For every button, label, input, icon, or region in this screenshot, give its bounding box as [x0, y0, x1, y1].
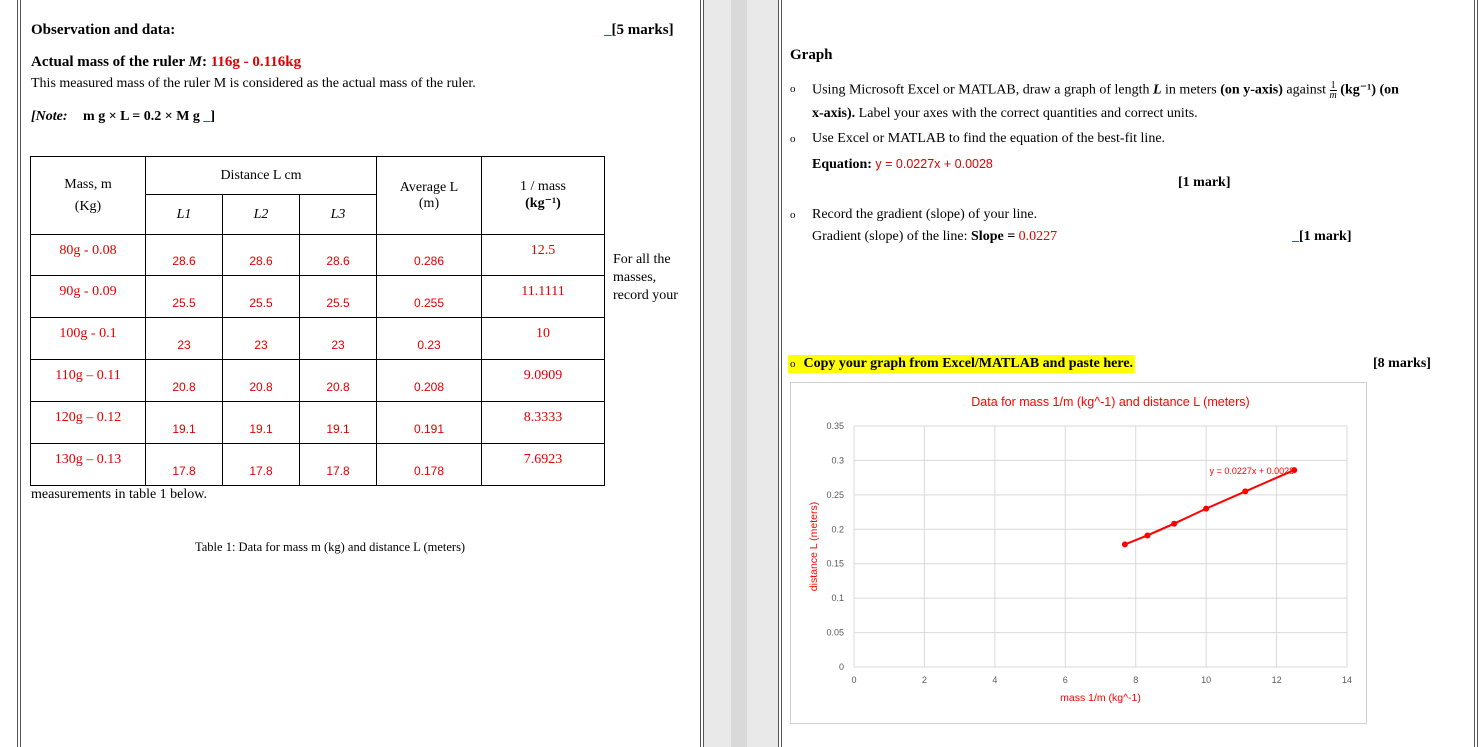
header-inverse-unit: (kg⁻¹): [525, 196, 561, 211]
cell-l3: 17.8: [300, 444, 377, 486]
instruction-1-g: x-axis).: [812, 106, 856, 121]
marks-top: _[5 marks]: [604, 22, 674, 38]
cell-l1: 25.5: [146, 276, 223, 318]
chart-title: Data for mass 1/m (kg^-1) and distance L (meters): [971, 395, 1250, 409]
marks-1a: [1 mark]: [1178, 175, 1231, 190]
y-tick-label: 0.05: [826, 627, 844, 638]
page-border-left-inner: [20, 0, 21, 747]
after-table-text: measurements in table 1 below.: [31, 487, 207, 502]
instruction-1-h: Label your axes with the correct quantities and correct units.: [858, 106, 1198, 121]
cell-l2: 28.6: [223, 235, 300, 276]
data-table: [30, 156, 605, 486]
cell-l2: 23: [223, 318, 300, 360]
cell-avg: 0.191: [377, 402, 482, 444]
actual-mass-line: Actual mass of the ruler M: 116g - 0.116kg: [31, 54, 302, 70]
instruction-1-e: against: [1286, 82, 1327, 98]
bullet-1: o: [790, 83, 796, 95]
cell-mass: 90g - 0.09: [31, 276, 146, 318]
side-note: [613, 251, 678, 305]
cell-inv: 8.3333: [482, 402, 605, 444]
trendline-label: y = 0.0227x + 0.0028: [1209, 466, 1295, 477]
instruction-1-d: (on y-axis): [1220, 82, 1283, 98]
x-tick-label: 6: [1062, 675, 1068, 685]
note-suffix: ]: [210, 109, 216, 124]
cell-mass: 130g – 0.13: [31, 444, 146, 486]
page-border-mid-left: [700, 0, 701, 747]
marks-8: [8 marks]: [1373, 356, 1431, 371]
header-mass-label: Mass, m: [64, 176, 112, 192]
header-inverse-label: 1 / mass: [520, 179, 566, 194]
page-border-mid-right-inner: [781, 0, 782, 747]
table-row: [31, 318, 605, 360]
x-tick-label: 2: [921, 675, 927, 685]
x-tick-label: 0: [851, 675, 857, 685]
side-note-line-1: For all the: [613, 252, 671, 267]
cell-avg: 0.178: [377, 444, 482, 486]
cell-avg: 0.255: [377, 276, 482, 318]
marks-1b-label: [1 mark]: [1299, 229, 1352, 244]
marks-top-label: [5 marks]: [611, 22, 674, 38]
actual-mass-symbol: M: [188, 54, 202, 70]
x-tick-label: 10: [1201, 675, 1212, 685]
x-tick-label: 12: [1271, 675, 1282, 685]
fraction-denominator: m: [1329, 90, 1337, 101]
cell-mass: 110g – 0.11: [31, 360, 146, 402]
cell-l2: 20.8: [223, 360, 300, 402]
bullet-3: o: [790, 209, 796, 221]
header-l2: L2: [223, 195, 300, 235]
instruction-4-text: Copy your graph from Excel/MATLAB and paste here.: [803, 356, 1134, 371]
y-tick-label: 0.25: [826, 489, 844, 500]
fraction-one-over-m: [1330, 81, 1337, 100]
cell-l1: 17.8: [146, 444, 223, 486]
cell-l2: 25.5: [223, 276, 300, 318]
cell-inv: 7.6923: [482, 444, 605, 486]
cell-l1: 19.1: [146, 402, 223, 444]
table-row: [31, 276, 605, 318]
x-tick-label: 8: [1133, 675, 1139, 685]
side-note-line-3: record your: [613, 288, 678, 303]
cell-inv: 9.0909: [482, 360, 605, 402]
section-title: Observation and data:: [31, 22, 176, 38]
side-note-line-2: masses,: [613, 270, 657, 285]
table-row: [31, 444, 605, 486]
chart-container: [790, 382, 1367, 724]
equation-line: [812, 157, 993, 173]
header-l1: L1: [146, 195, 223, 235]
header-mass-unit: (Kg): [74, 198, 102, 214]
cell-l3: 19.1: [300, 402, 377, 444]
trendline: [1125, 470, 1294, 545]
slope-label: Slope =: [971, 229, 1016, 244]
cell-l3: 28.6: [300, 235, 377, 276]
cell-l2: 17.8: [223, 444, 300, 486]
header-mass: [31, 157, 146, 235]
y-tick-label: 0.2: [831, 524, 844, 535]
marks-1b: _[1 mark]: [1292, 229, 1352, 244]
y-tick-label: 0.35: [826, 421, 844, 431]
gradient-line: [812, 229, 1057, 245]
data-point: [1171, 521, 1177, 527]
instruction-4: [788, 355, 1135, 373]
graph-title: Graph: [790, 47, 833, 63]
cell-avg: 0.23: [377, 318, 482, 360]
table-row: [31, 402, 605, 444]
header-distance: Distance L cm: [146, 157, 377, 195]
actual-mass-value: 116g - 0.116kg: [210, 54, 302, 70]
note-prefix: [Note:: [31, 109, 68, 124]
header-inverse-mass: [482, 157, 605, 235]
cell-l1: 28.6: [146, 235, 223, 276]
y-axis-label: distance L (meters): [808, 501, 820, 592]
cell-inv: 12.5: [482, 235, 605, 276]
data-point: [1203, 506, 1209, 512]
equation-value: y = 0.0227x + 0.0028: [875, 157, 993, 171]
fraction-numerator: 1: [1330, 80, 1336, 91]
data-point: [1144, 532, 1150, 538]
y-tick-label: 0.1: [831, 593, 844, 604]
y-tick-label: 0.3: [831, 455, 844, 466]
x-tick-label: 4: [992, 675, 998, 685]
cell-inv: 10: [482, 318, 605, 360]
page-border-mid-right: [778, 0, 779, 747]
cell-l3: 23: [300, 318, 377, 360]
cell-l1: 20.8: [146, 360, 223, 402]
cell-l2: 19.1: [223, 402, 300, 444]
table-caption: Table 1: Data for mass m (kg) and distance L (meters): [195, 540, 466, 554]
instruction-1-l: L: [1152, 82, 1162, 98]
cell-mass: 120g – 0.12: [31, 402, 146, 444]
header-l3: L3: [300, 195, 377, 235]
page-border-left: [17, 0, 18, 747]
x-tick-label: 14: [1341, 675, 1353, 685]
y-tick-label: 0.15: [826, 558, 844, 569]
table-row: [31, 360, 605, 402]
page-border-right: [1474, 0, 1475, 747]
instruction-1-a: Using Microsoft Excel or MATLAB, draw a graph of length: [812, 82, 1150, 98]
slope-value: 0.0227: [1018, 229, 1058, 244]
cell-mass: 80g - 0.08: [31, 235, 146, 276]
equation-label: Equation:: [812, 157, 872, 172]
header-average-label: Average L: [399, 179, 459, 195]
bullet-4: o: [790, 358, 796, 370]
gradient-prefix: Gradient (slope) of the line:: [812, 229, 968, 244]
instruction-1-f: (kg⁻¹) (on: [1340, 82, 1399, 98]
chart-svg: [791, 383, 1366, 723]
cell-inv: 11.1111: [482, 276, 605, 318]
cell-l3: 25.5: [300, 276, 377, 318]
header-average-unit: (m): [418, 195, 440, 211]
page-border-right-inner: [1477, 0, 1478, 747]
data-point: [1242, 488, 1248, 494]
cell-avg: 0.286: [377, 235, 482, 276]
header-average: [377, 157, 482, 235]
instruction-1-c: in meters: [1165, 82, 1217, 98]
instruction-2: Use Excel or MATLAB to find the equation of the best-fit line.: [812, 131, 1166, 146]
note-line: [Note: m g × L = 0.2 × M g _]: [31, 109, 216, 124]
cell-l1: 23: [146, 318, 223, 360]
bullet-2: o: [790, 133, 796, 145]
mass-note: This measured mass of the ruler M is considered as the actual mass of the ruler.: [31, 76, 476, 91]
table-row: [31, 235, 605, 276]
cell-l3: 20.8: [300, 360, 377, 402]
data-point: [1122, 541, 1128, 547]
cell-avg: 0.208: [377, 360, 482, 402]
instruction-1: [812, 81, 1452, 122]
page-gutter-divider: [731, 0, 747, 747]
note-formula: m g × L = 0.2 × M g: [83, 109, 200, 124]
cell-mass: 100g - 0.1: [31, 318, 146, 360]
y-tick-label: 0: [838, 662, 844, 672]
actual-mass-label: Actual mass of the ruler: [31, 54, 185, 70]
x-axis-label: mass 1/m (kg^-1): [1060, 692, 1141, 704]
instruction-3: Record the gradient (slope) of your line.: [812, 207, 1038, 222]
